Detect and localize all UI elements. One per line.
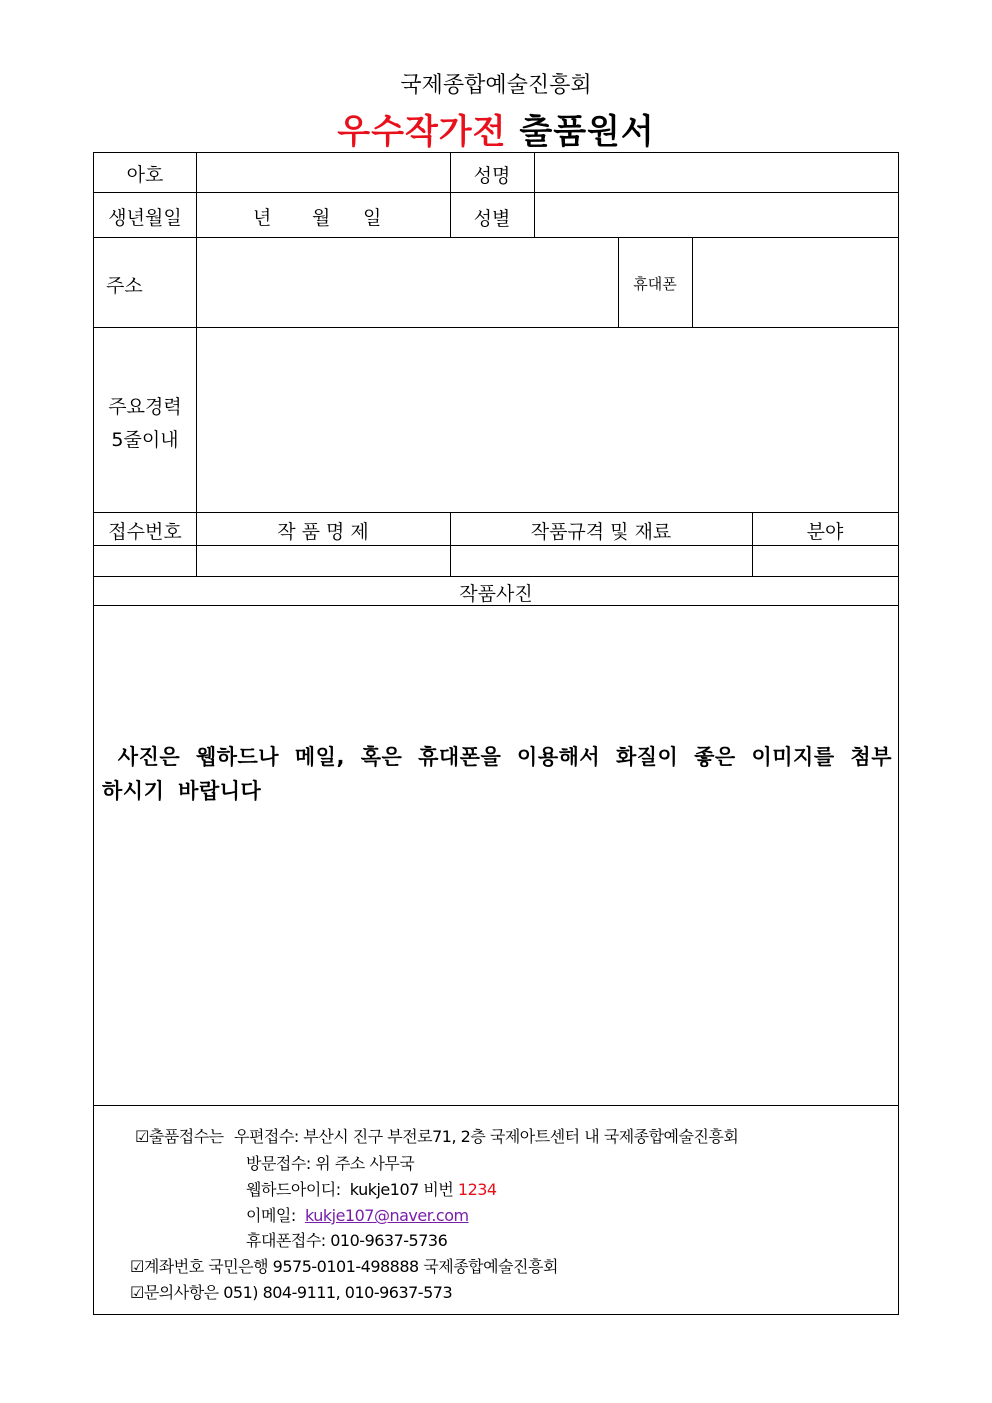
address-label: 주소 bbox=[106, 275, 143, 297]
photo-label: 작품사진 bbox=[459, 583, 533, 605]
organization-name: 국제종합예술진흥회 bbox=[400, 73, 592, 98]
birth-day-label: 일 bbox=[363, 207, 382, 229]
bank-account: ☑계좌번호 국민은행 9575-0101-498888 국제종합예술진흥회 bbox=[130, 1257, 558, 1276]
webhard-password: 1234 bbox=[457, 1180, 497, 1199]
mobile-submission: 휴대폰접수: 010-9637-5736 bbox=[246, 1231, 448, 1250]
visit-submission: 방문접수: 위 주소 사무국 bbox=[246, 1154, 415, 1173]
form-title bbox=[0, 104, 992, 153]
title-red: 우수작가전 bbox=[337, 112, 507, 152]
webhard-info bbox=[246, 1177, 497, 1200]
gender-label: 성별 bbox=[473, 208, 511, 230]
email-link[interactable]: kukje107@naver.com bbox=[304, 1206, 469, 1225]
birth-label: 생년월일 bbox=[108, 207, 182, 229]
field-label: 분야 bbox=[806, 521, 844, 543]
receipt-no-input[interactable] bbox=[94, 546, 195, 575]
birth-year-label: 년 bbox=[253, 207, 272, 229]
gender-input[interactable] bbox=[535, 193, 897, 236]
photo-drop-area[interactable] bbox=[94, 606, 898, 1104]
career-label-line2: 5줄이내 bbox=[111, 429, 179, 451]
pen-name-label: 아호 bbox=[126, 164, 164, 186]
receipt-no-label: 접수번호 bbox=[108, 521, 182, 543]
title-black: 출품원서 bbox=[519, 112, 655, 152]
career-label-line1: 주요경력 bbox=[108, 396, 182, 418]
pen-name-input[interactable] bbox=[197, 153, 449, 191]
work-title-input[interactable] bbox=[197, 546, 449, 575]
submission-heading: ☑출품접수는 bbox=[135, 1127, 224, 1146]
email-label: 이메일: bbox=[246, 1206, 296, 1225]
work-spec-label: 작품규격 및 재료 bbox=[530, 521, 672, 543]
work-spec-input[interactable] bbox=[451, 546, 751, 575]
email-info bbox=[246, 1203, 469, 1226]
career-input[interactable] bbox=[197, 328, 897, 511]
mobile-label: 휴대폰 bbox=[633, 275, 677, 293]
postal-submission: 우편접수: 부산시 진구 부전로71, 2층 국제아트센터 내 국제종합예술진흥회 bbox=[234, 1127, 739, 1146]
address-input[interactable] bbox=[197, 238, 617, 326]
row-line bbox=[93, 576, 899, 577]
mobile-input[interactable] bbox=[693, 238, 897, 326]
inquiry-info: ☑문의사항은 051) 804-9111, 010-9637-573 bbox=[130, 1283, 453, 1302]
birth-month-label: 월 bbox=[312, 207, 331, 229]
work-title-label: 작 품 명 제 bbox=[277, 521, 369, 543]
row-line bbox=[93, 512, 899, 513]
webhard-id: 웹하드아이디: kukje107 비번 bbox=[246, 1180, 458, 1199]
field-input[interactable] bbox=[753, 546, 897, 575]
name-input[interactable] bbox=[535, 153, 897, 191]
row-line bbox=[93, 1105, 899, 1106]
photo-notice: 사진은 웹하드나 메일, 혹은 휴대폰을 이용해서 화질이 좋은 이미지를 첨부하시기 바랍니다 bbox=[102, 745, 892, 803]
name-label: 성명 bbox=[473, 165, 511, 187]
